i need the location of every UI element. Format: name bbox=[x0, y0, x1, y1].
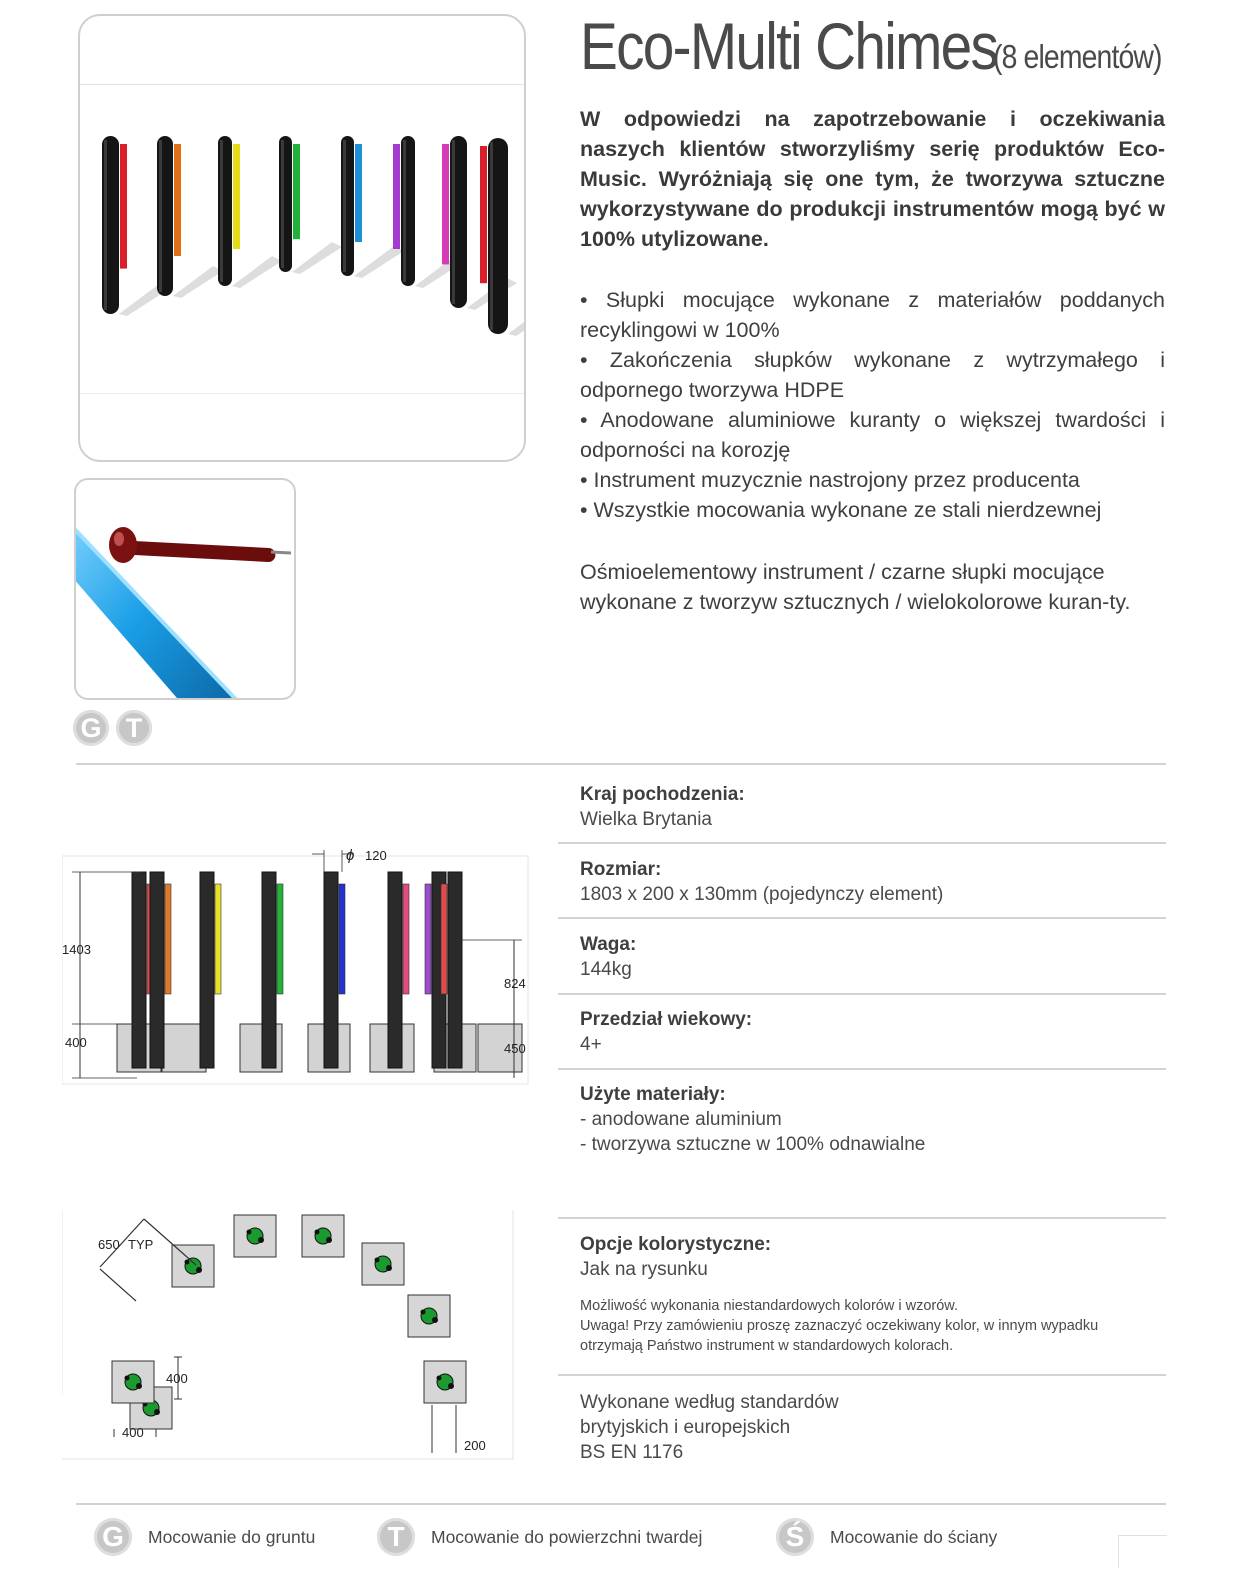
elevation-post bbox=[388, 872, 402, 1068]
elevation-chime bbox=[403, 884, 409, 994]
spec-value: 4+ bbox=[580, 1034, 602, 1055]
chime-bar bbox=[480, 146, 487, 283]
post-shadow bbox=[173, 266, 223, 298]
post-shadow bbox=[508, 304, 524, 336]
plan-fixing bbox=[448, 1383, 454, 1389]
elevation-chime bbox=[215, 884, 221, 994]
feature-item: • Wszystkie mocowania wykonane ze stali nierdzewnej bbox=[580, 498, 1102, 522]
elevation-post bbox=[132, 872, 146, 1068]
height-dimension: 1403 bbox=[62, 942, 91, 957]
plan-fixing bbox=[136, 1383, 142, 1389]
spec-value: - anodowane aluminium bbox=[580, 1109, 782, 1130]
spec-label: Rozmiar: bbox=[580, 859, 662, 880]
elevation-chime bbox=[165, 884, 171, 994]
hard-surface-mount-badge-icon: T bbox=[116, 710, 152, 746]
post bbox=[341, 136, 354, 276]
elevation-post bbox=[448, 872, 462, 1068]
elevation-chime bbox=[441, 884, 447, 994]
wall-mount-icon: Ś bbox=[776, 1518, 814, 1556]
legend-wall bbox=[776, 1518, 997, 1556]
post-shadow bbox=[292, 242, 342, 274]
product-subtitle: (8 elementów) bbox=[993, 38, 1162, 75]
spacing-dimension: 650 bbox=[98, 1237, 120, 1252]
elevation-chime bbox=[425, 884, 431, 994]
footer-divider bbox=[76, 1503, 1166, 1505]
chime-bar bbox=[120, 144, 127, 269]
legend-hard-surface bbox=[377, 1518, 702, 1556]
post-highlight bbox=[281, 140, 284, 268]
plan-fixing bbox=[326, 1237, 332, 1243]
spacing-suffix: TYP bbox=[128, 1237, 154, 1252]
spec-colors bbox=[580, 1232, 1165, 1356]
spec-note: Możliwość wykonania niestandardowych kolorów i wzorów. bbox=[580, 1298, 958, 1314]
spec-divider bbox=[558, 1374, 1166, 1376]
hard-surface-mount-icon: T bbox=[377, 1518, 415, 1556]
legend-label: Mocowanie do powierzchni twardej bbox=[431, 1526, 703, 1547]
diameter-symbol: ϕ bbox=[346, 848, 355, 864]
post-shadow bbox=[354, 246, 404, 278]
spec-value: 144kg bbox=[580, 959, 632, 980]
post-highlight bbox=[452, 140, 455, 304]
spec-note: Uwaga! Przy zamówieniu proszę zaznaczyć oczekiwany kolor, w innym wypadku otrzymają Państwo instrument w standardowych kolorach. bbox=[580, 1318, 1099, 1354]
post-highlight bbox=[220, 140, 223, 282]
product-summary: Ośmioelementowy instrument / czarne słupki mocujące wykonane z tworzyw sztucznych / wielokolorowe kuran-ty. bbox=[580, 560, 1131, 614]
page-corner bbox=[1118, 1535, 1167, 1568]
chime-dimension: 824 bbox=[504, 976, 526, 991]
feature-item: • Instrument muzycznie nastrojony przez producenta bbox=[580, 468, 1080, 492]
chime-bar bbox=[174, 144, 181, 256]
post-highlight bbox=[403, 140, 406, 282]
spec-value: brytyjskich i europejskich bbox=[580, 1417, 791, 1438]
section-divider bbox=[76, 763, 1166, 765]
spec-divider bbox=[558, 993, 1166, 995]
legend-label: Mocowanie do ściany bbox=[830, 1526, 998, 1547]
post-highlight bbox=[104, 140, 107, 310]
plan-fixing bbox=[315, 1230, 320, 1235]
legend-ground bbox=[94, 1518, 315, 1556]
foundation bbox=[162, 1024, 206, 1072]
plan-fixing bbox=[125, 1376, 130, 1381]
spec-divider bbox=[558, 1217, 1166, 1219]
offset-dimension: 200 bbox=[464, 1438, 486, 1453]
spec-standards bbox=[580, 1390, 1165, 1465]
elevation-drawing bbox=[62, 848, 532, 1088]
spec-value: BS EN 1176 bbox=[580, 1442, 684, 1463]
plan-fixing bbox=[421, 1310, 426, 1315]
product-photo bbox=[78, 14, 526, 462]
spec-materials bbox=[580, 1082, 1165, 1157]
plan-fixing bbox=[154, 1409, 160, 1415]
feature-list bbox=[580, 285, 1165, 525]
spec-age bbox=[580, 1007, 1165, 1057]
spec-label: Przedział wiekowy: bbox=[580, 1009, 753, 1030]
base-dimension: 400 bbox=[65, 1035, 87, 1050]
feature-item: • Słupki mocujące wykonane z materiałów poddanych recyklingowi w 100% bbox=[580, 288, 1165, 342]
ground-mount-badge-icon: G bbox=[73, 710, 109, 746]
spec-label: Użyte materiały: bbox=[580, 1084, 726, 1105]
plan-fixing bbox=[437, 1376, 442, 1381]
chime-bar bbox=[442, 144, 449, 264]
spec-value: 1803 x 200 x 130mm (pojedynczy element) bbox=[580, 884, 944, 905]
pad-width-dimension: 400 bbox=[122, 1425, 144, 1440]
spec-size bbox=[580, 857, 1165, 907]
post-highlight bbox=[159, 140, 162, 292]
spec-value: Wielka Brytania bbox=[580, 809, 712, 830]
plan-fixing bbox=[185, 1260, 190, 1265]
spec-value: Jak na rysunku bbox=[580, 1259, 708, 1280]
legend-label: Mocowanie do gruntu bbox=[148, 1526, 316, 1547]
plan-fixing bbox=[258, 1237, 264, 1243]
diameter-dimension: 120 bbox=[365, 848, 387, 863]
post-shadow bbox=[232, 256, 282, 288]
detail-photo bbox=[74, 478, 296, 700]
elevation-post bbox=[262, 872, 276, 1068]
plan-drawing bbox=[62, 1205, 517, 1463]
elevation-post bbox=[200, 872, 214, 1068]
spec-divider bbox=[558, 842, 1166, 844]
spec-weight bbox=[580, 932, 1165, 982]
plan-fixing bbox=[247, 1230, 252, 1235]
chime-bar bbox=[233, 144, 240, 249]
mounting-legend bbox=[94, 1518, 1194, 1568]
chimes-illustration bbox=[80, 86, 524, 396]
plan-fixing bbox=[432, 1317, 438, 1323]
post bbox=[279, 136, 292, 272]
mallet-illustration bbox=[76, 480, 294, 698]
spec-value: Wykonane według standardów bbox=[580, 1392, 839, 1413]
product-intro: W odpowiedzi na zapotrzebowanie i oczekiwania naszych klientów stworzyliśmy serię produktów Eco-Music. Wyróżniają się one tym, że tworzywa sztuczne wykorzystywane do produkcji instrumentów mogą być w 100% utylizowane. bbox=[580, 107, 1165, 251]
spec-label: Opcje kolorystyczne: bbox=[580, 1234, 772, 1255]
spec-label: Kraj pochodzenia: bbox=[580, 784, 745, 805]
plan-fixing bbox=[386, 1265, 392, 1271]
spec-divider bbox=[558, 917, 1166, 919]
product-title bbox=[580, 8, 1162, 84]
post-highlight bbox=[343, 140, 346, 272]
pad-height-dimension: 400 bbox=[166, 1371, 188, 1386]
plan-fixing bbox=[375, 1258, 380, 1263]
spec-label: Waga: bbox=[580, 934, 637, 955]
spec-value: - tworzywa sztuczne w 100% odnawialne bbox=[580, 1134, 926, 1155]
spec-divider bbox=[558, 1068, 1166, 1070]
product-name: Eco-Multi Chimes bbox=[580, 9, 998, 83]
base-right-dimension: 450 bbox=[504, 1041, 526, 1056]
chime-bar bbox=[393, 144, 400, 249]
feature-item: • Anodowane aluminiowe kuranty o większej twardości i odporności na korozję bbox=[580, 408, 1165, 462]
elevation-post bbox=[150, 872, 164, 1068]
plan-fixing bbox=[196, 1267, 202, 1273]
feature-item: • Zakończenia słupków wykonane z wytrzymałego i odpornego tworzywa HDPE bbox=[580, 348, 1165, 402]
chime-bar bbox=[355, 144, 362, 242]
spec-origin bbox=[580, 782, 1165, 832]
chime-bar bbox=[293, 144, 300, 239]
elevation-post bbox=[324, 872, 338, 1068]
elevation-chime bbox=[339, 884, 345, 994]
post-highlight bbox=[490, 142, 493, 330]
ground-mount-icon: G bbox=[94, 1518, 132, 1556]
elevation-chime bbox=[277, 884, 283, 994]
